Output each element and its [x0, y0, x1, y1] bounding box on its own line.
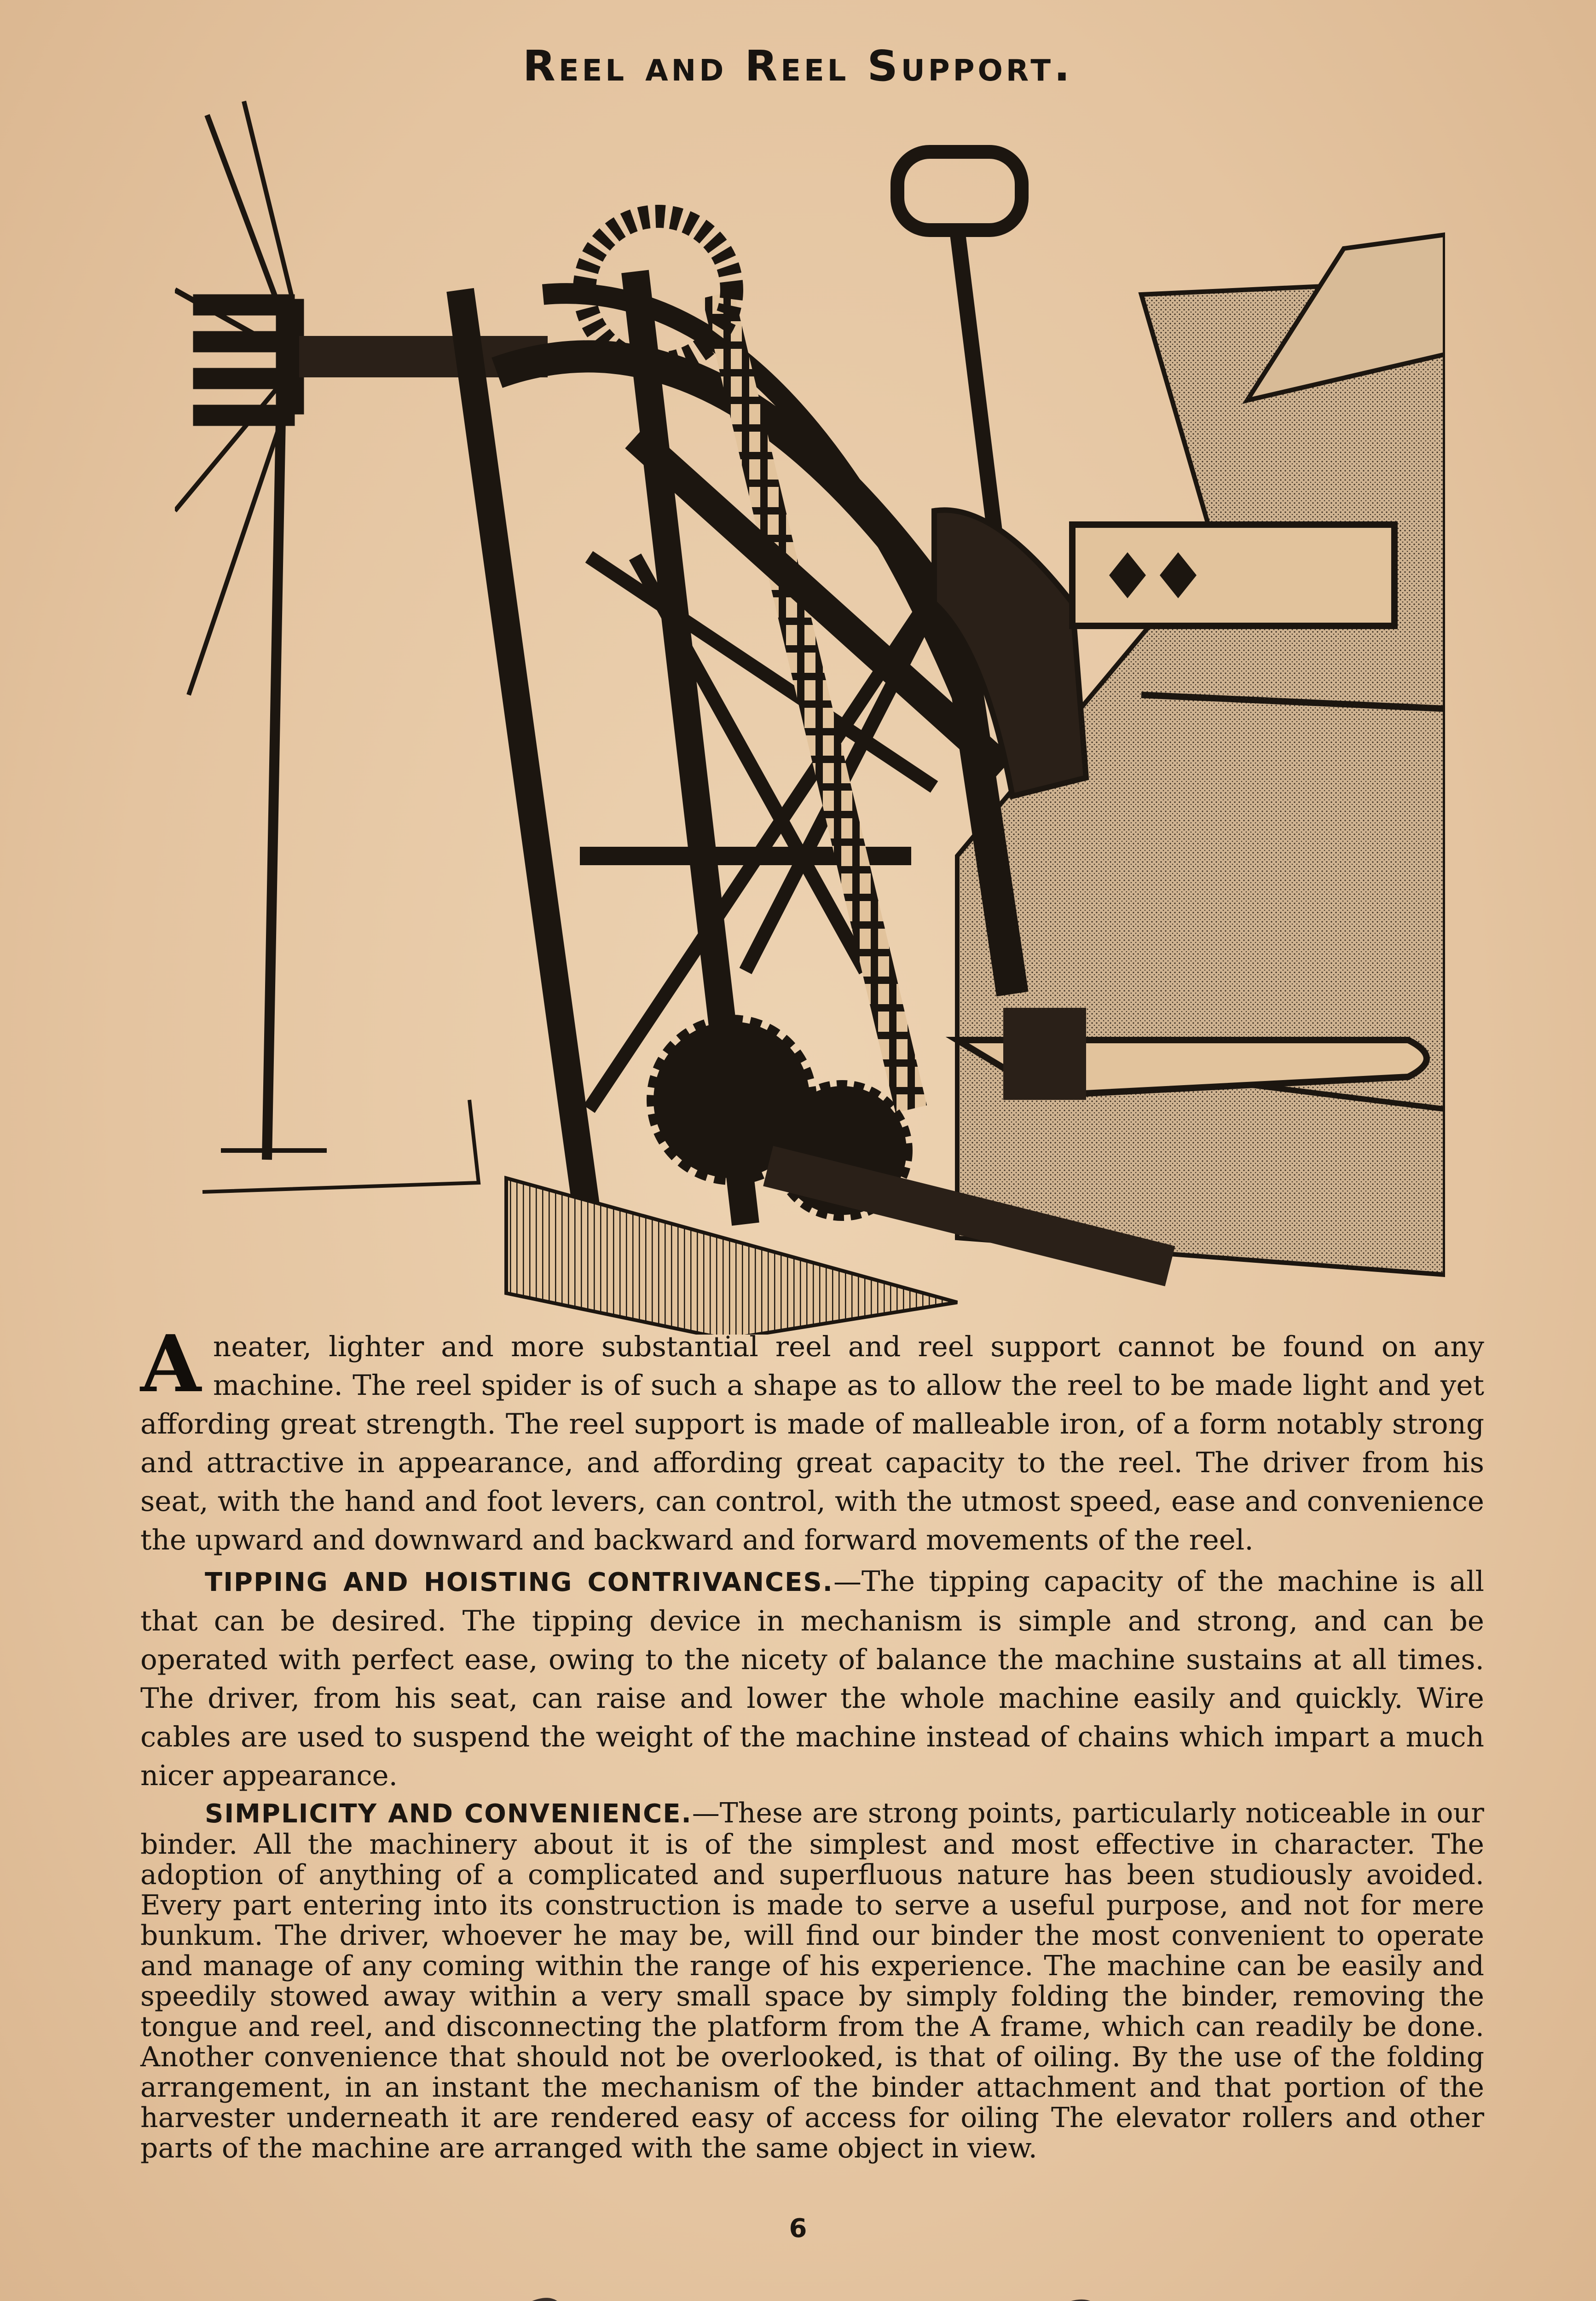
simplicity-heading: SIMPLICITY AND CONVENIENCE.: [205, 1799, 692, 1829]
simplicity-text: —These are strong points, particularly noticeable in our binder. All the machinery about it is of the simplest and most effective in character. The adoption of anything of a complicated and superfluous nature has been studiously avoided. Every part entering into its construction is made to serve a useful purpose, and not for mere bunkum. The driver, whoever he may be, will find our binder the most convenient to operate and manage of any coming within the range of his experience. The machine can be easily and speedily stowed away within a very small space by simply folding the binder, removing the tongue and reel, and disconnecting the platform from the A frame, which can readily be done. Another convenience that should not be overlooked, is that of oiling. By the use of the folding arrangement, in an instant the mechanism of the binder attachment and that portion of the harvester underneath it are rendered easy of access for oiling The elevator rollers and other parts of the machine are arranged with the same object in view.: [140, 1797, 1484, 2164]
intro-paragraph-text: neater, lighter and more substantial reel and reel support cannot be found on any machine. The reel spider is of such a shape as to allow the reel to be made light and yet affording great strength. The reel support is made of malleable iron, of a form notably strong and attractive in appearance, and affording great capacity to the reel. The driver from his seat, with the hand and foot levers, can control, with the utmost speed, ease and convenience the upward and downward and backward and forward movements of the reel.: [140, 1330, 1484, 1556]
simplicity-section: [140, 1798, 1484, 2163]
reel-spider: [175, 101, 479, 1192]
page-number: 6: [789, 2214, 807, 2243]
tipping-text: —The tipping capacity of the machine is all that can be desired. The tipping device in mechanism is simple and strong, and can be operated with perfect ease, owing to the nicety of balance the machine sustains at all times. The driver, from his seat, can raise and lower the whole machine easily and quickly. Wire cables are used to suspend the weight of the machine instead of chains which impart a much nicer appearance.: [140, 1565, 1484, 1792]
page-title: Reel and Reel Support.: [523, 41, 1073, 91]
tipping-heading: TIPPING AND HOISTING CONTRIVANCES.: [205, 1567, 833, 1597]
binding-rings: [0, 2292, 1596, 2301]
crossbar: [1072, 525, 1394, 626]
drop-cap: A: [140, 1318, 201, 1410]
intro-paragraph: [140, 1318, 1484, 1560]
reel-support-illustration: [175, 97, 1445, 1335]
body-text: [140, 1318, 1484, 2166]
tipping-section: [140, 1562, 1484, 1795]
